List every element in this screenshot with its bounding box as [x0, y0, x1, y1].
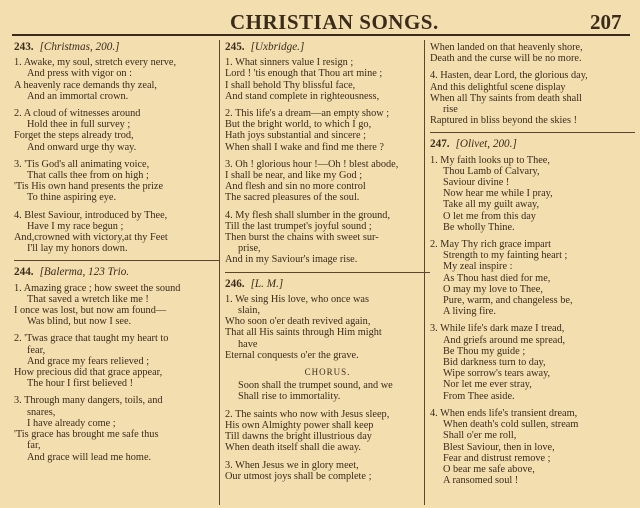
verse: [225, 294, 430, 361]
verse-line: Shall o'er me roll,: [443, 430, 517, 442]
verse-line: snares,: [27, 406, 56, 418]
verse-line: 3. Oh ! glorious hour !—Oh ! blest abode,: [225, 158, 399, 170]
verse-line: Nor let me ever stray,: [443, 379, 532, 391]
verse-line: have: [238, 338, 258, 350]
verse-line: Who soon o'er death revived again,: [225, 316, 371, 328]
verse: [14, 57, 219, 102]
verse-line: 1. My faith looks up to Thee,: [430, 154, 550, 166]
verse-line: Raptured in bliss beyond the skies !: [430, 115, 577, 127]
verse: [14, 108, 219, 153]
chorus-label: CHORUS.: [304, 367, 351, 378]
verse-line: Bid darkness turn to day,: [443, 357, 546, 369]
verse-line: Saviour divine !: [443, 177, 510, 189]
verse-line: To thine aspiring eye.: [27, 192, 117, 204]
hymn-separator: [430, 132, 635, 133]
verse-line: 2. The saints who now with Jesus sleep,: [225, 408, 390, 420]
verse-line: 'Tis His own hand presents the prize: [14, 181, 164, 193]
verse-line: Was blind, but now I see.: [27, 316, 132, 328]
verse-line: 3. While life's dark maze I tread,: [430, 323, 565, 335]
verse-line: 3. 'Tis God's all animating voice,: [14, 158, 150, 170]
verse-line: I'll lay my honors down.: [27, 243, 128, 255]
verse-line: Strength to my fainting heart ;: [443, 250, 568, 262]
verse-line: The sacred pleasures of the soul.: [225, 192, 360, 204]
verse-line: prise,: [238, 243, 261, 255]
verse-line: A ransomed soul !: [443, 475, 519, 487]
verse: [225, 108, 430, 153]
verse-line: Fear and distrust remove ;: [443, 452, 551, 464]
verse-line: 4. When ends life's transient dream,: [430, 407, 578, 419]
chorus-line: Soon shall the trumpet sound, and we: [238, 380, 393, 392]
verse-line: O may my love to Thee,: [443, 283, 543, 295]
verse-line: And an immortal crown.: [27, 90, 129, 102]
verse-line: And onward urge thy way.: [27, 141, 137, 153]
verse-line: Forget the steps already trod,: [14, 130, 134, 142]
verse-line: And grace will lead me home.: [27, 451, 152, 463]
verse-line: And in my Saviour's image rise.: [225, 254, 358, 266]
verse-line: Till dawns the bright illustrious day: [225, 431, 372, 443]
chorus-line: Shall rise to immortality.: [238, 391, 341, 403]
verse-line: Then burst the chains with sweet sur-: [225, 232, 379, 244]
verse-line: rise: [443, 104, 458, 116]
header-rule: [12, 34, 630, 36]
verse-line: I shall behold Thy blissful face,: [225, 79, 356, 91]
verse: [14, 395, 219, 462]
column-divider: [219, 40, 220, 505]
verse-line: When death's cold sullen, stream: [443, 419, 579, 431]
verse-line: Take all my guilt away,: [443, 199, 540, 211]
verse-line: O bear me safe above,: [443, 463, 535, 475]
verse: [430, 70, 635, 126]
verse-line: fear,: [27, 344, 46, 356]
verse-line: 1. Amazing grace ; how sweet the sound: [14, 282, 181, 294]
verse-line: And griefs around me spread,: [443, 334, 566, 346]
verse-line: Eternal conquests o'er the grave.: [225, 349, 359, 361]
verse-line: As Thou hast died for me,: [443, 272, 551, 284]
verse: [225, 210, 430, 266]
verse-line: far,: [27, 440, 41, 452]
verse-line: How precious did that grace appear,: [14, 367, 163, 379]
verse-line: And press with vigor on :: [27, 68, 132, 80]
verse-line: And stand complete in righteousness,: [225, 90, 380, 102]
verse: [225, 57, 430, 102]
verse-line: And,crowned with victory,at thy Feet: [14, 232, 168, 244]
verse-line: 2. This life's a dream—an empty show ;: [225, 108, 390, 120]
verse-line: That saved a wretch like me !: [27, 293, 149, 305]
verse-line: When landed on that heavenly shore,: [430, 42, 583, 53]
verse-line: My zeal inspire :: [443, 261, 513, 273]
verse: [430, 408, 635, 486]
verse-line: His own Almighty power shall keep: [225, 419, 374, 431]
verse: [225, 460, 430, 482]
verse-line: Lord ! 'tis enough that Thou art mine ;: [225, 68, 383, 80]
hymn-tune: [Balerma, 123 Trio.: [39, 266, 130, 279]
verse-line: 1. What sinners value I resign ;: [225, 57, 354, 69]
verse: [14, 210, 219, 255]
verse-line: I shall be near, and like my God ;: [225, 170, 363, 182]
verse-line: Blest Saviour, then in love,: [443, 441, 555, 453]
hymn-heading: [225, 42, 430, 53]
verse-line: When all Thy saints from death shall: [430, 92, 582, 104]
hymn-separator: [14, 260, 219, 261]
verse-line: A heavenly race demands thy zeal,: [14, 79, 157, 91]
verse-line: When shall I wake and find me there ?: [225, 141, 384, 153]
hymn-heading: [430, 139, 635, 150]
hymn-number: 247.: [430, 138, 450, 151]
verse-line: I have already come ;: [27, 417, 116, 429]
verse-line: Hath joys substantial and sincere ;: [225, 130, 366, 142]
verse: [430, 42, 635, 64]
hymn-number: 243.: [14, 41, 34, 53]
verse-line: 3. Through many dangers, toils, and: [14, 395, 163, 407]
verse-line: 1. Awake, my soul, stretch every nerve,: [14, 57, 177, 69]
verse-line: 3. When Jesus we in glory meet,: [225, 459, 359, 471]
column-2: [225, 42, 430, 488]
verse: [430, 239, 635, 317]
page-number: 207: [590, 10, 622, 34]
verse: [14, 333, 219, 389]
verse-line: Have I my race begun ;: [27, 220, 124, 232]
verse-line: Be Thou my guide ;: [443, 345, 526, 357]
verse-line: O let me from this day: [443, 210, 536, 222]
verse-line: When death itself shall die away.: [225, 442, 362, 454]
hymn-separator: [225, 272, 430, 273]
page-title: CHRISTIAN SONGS.: [230, 10, 439, 34]
hymn-tune: [L. M.]: [250, 277, 284, 290]
verse-line: 'Tis grace has brought me safe thus: [14, 429, 159, 441]
hymn-heading: [225, 279, 430, 290]
verse-line: 4. My flesh shall slumber in the ground,: [225, 209, 391, 221]
verse-line: Pure, warm, and changeless be,: [443, 295, 573, 307]
verse: [225, 159, 430, 204]
verse: [14, 159, 219, 204]
hymn-tune: [Uxbridge.]: [250, 41, 305, 53]
verse-line: A living fire.: [443, 306, 496, 318]
verse-line: That calls thee from on high ;: [27, 170, 149, 182]
verse-line: I once was lost, but now am found—: [14, 305, 167, 317]
column-1: [14, 42, 219, 469]
verse-line: Hold thee in full survey ;: [27, 119, 131, 131]
verse: [430, 323, 635, 401]
verse-line: And flesh and sin no more control: [225, 181, 366, 193]
hymn-number: 246.: [225, 277, 245, 290]
verse-line: 1. We sing His love, who once was: [225, 293, 369, 305]
verse-line: The hour I first believed !: [27, 378, 134, 390]
verse-line: 2. 'Twas grace that taught my heart to: [14, 333, 169, 345]
verse-line: That all His saints through Him might: [225, 327, 382, 339]
hymn-heading: [14, 267, 219, 278]
verse-line: slain,: [238, 305, 261, 317]
verse-line: Now hear me while I pray,: [443, 188, 553, 200]
column-3: [430, 42, 635, 492]
verse-line: And this delightful scene display: [430, 81, 566, 93]
hymn-number: 245.: [225, 41, 245, 53]
verse-line: Wipe sorrow's tears away,: [443, 368, 551, 380]
verse: [430, 155, 635, 233]
hymn-heading: [14, 42, 219, 53]
verse-line: 4. Blest Saviour, introduced by Thee,: [14, 209, 168, 221]
hymn-number: 244.: [14, 266, 34, 279]
verse: [225, 409, 430, 454]
hymn-tune: [Christmas, 200.]: [39, 41, 120, 53]
verse-line: Be wholly Thine.: [443, 221, 515, 233]
hymn-tune: [Olivet, 200.]: [455, 138, 517, 151]
verse-line: 2. May Thy rich grace impart: [430, 239, 552, 251]
verse-line: Death and the curse will be no more.: [430, 53, 582, 65]
verse-line: Till the last trumpet's joyful sound ;: [225, 220, 372, 232]
page-header: [0, 6, 640, 34]
verse-line: And grace my fears relieved ;: [27, 355, 150, 367]
verse-line: From Thee aside.: [443, 390, 515, 402]
verse-line: Our utmost joys shall be complete ;: [225, 470, 372, 482]
verse-line: 2. A cloud of witnesses around: [14, 108, 141, 120]
verse-line: But the bright world, to which I go,: [225, 119, 372, 131]
verse: [14, 283, 219, 328]
chorus: [225, 380, 430, 402]
verse-line: 4. Hasten, dear Lord, the glorious day,: [430, 70, 588, 82]
verse-line: Thou Lamb of Calvary,: [443, 165, 540, 177]
